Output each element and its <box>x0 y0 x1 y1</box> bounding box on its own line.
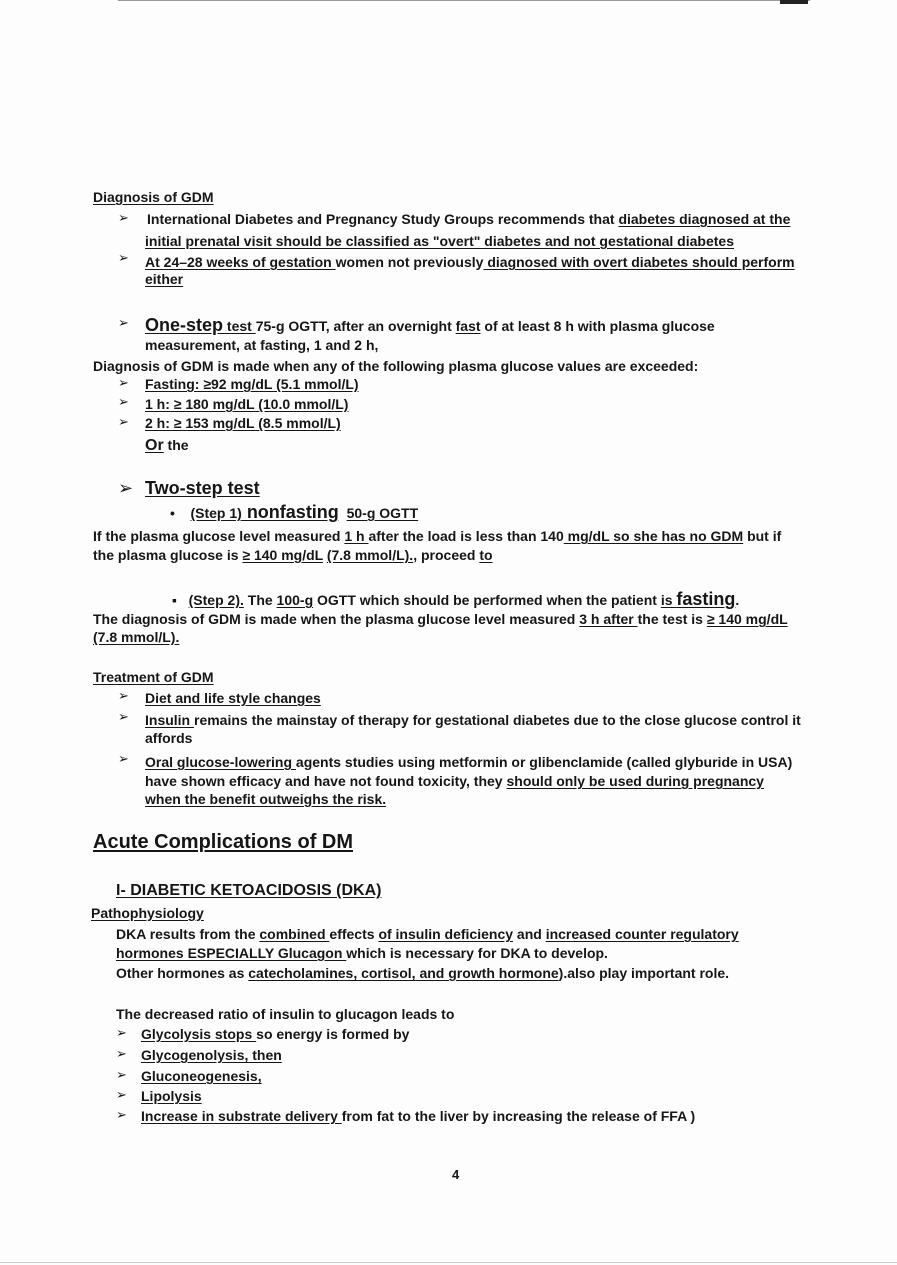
diag-value-2h: 2 h: ≥ 153 mg/dL (8.5 mmol/L) <box>145 415 341 431</box>
diag-bullet-3-line-1: One-step test 75-g OGTT, after an overnight fast of at least 8 h with plasma glucose <box>145 315 715 335</box>
arrow-bullet-icon: ➢ <box>118 375 129 390</box>
diag-bullet-2-line-2: either <box>145 271 184 287</box>
section-heading-acute-complications: Acute Complications of DM <box>93 831 354 853</box>
arrow-bullet-icon: ➢ <box>118 688 129 703</box>
arrow-bullet-icon: ➢ <box>118 414 129 429</box>
section-heading-treatment: Treatment of GDM <box>93 669 214 685</box>
arrow-bullet-icon: ➢ <box>116 1046 127 1061</box>
dka-para-line-3: Other hormones as catecholamines, cortisol, and growth hormone).also play important role. <box>116 965 730 981</box>
arrow-bullet-icon: ➢ <box>118 250 129 265</box>
ratio-item-gluconeogenesis: Gluconeogenesis, <box>141 1068 262 1084</box>
pathophysiology-heading: Pathophysiology <box>91 905 204 921</box>
top-rule <box>118 0 810 1</box>
arrow-bullet-icon: ➢ <box>118 394 129 409</box>
arrow-bullet-icon: ➢ <box>116 1087 127 1102</box>
page-number: 4 <box>452 1167 460 1182</box>
treat-item-oral-line-1: Oral glucose-lowering agents studies using metformin or glibenclamide (called glyburide in USA) <box>145 754 793 770</box>
two-step-para-line-2: the plasma glucose is ≥ 140 mg/dL (7.8 mmol/L)., proceed to <box>93 547 493 563</box>
diag-or-the: Or the <box>145 437 189 454</box>
ratio-item-substrate-delivery: Increase in substrate delivery from fat to the liver by increasing the release of FFA ) <box>141 1108 696 1124</box>
step1-line: • (Step 1) nonfasting 50-g OGTT <box>170 502 419 522</box>
ratio-intro: The decreased ratio of insulin to glucagon leads to <box>116 1006 455 1022</box>
ratio-item-glycogenolysis: Glycogenolysis, then <box>141 1047 282 1063</box>
arrow-bullet-icon: ➢ <box>118 210 129 225</box>
treat-item-diet: Diet and life style changes <box>145 690 321 706</box>
arrow-bullet-icon: ➢ <box>118 751 129 766</box>
diag-bullet-2-line-1: At 24–28 weeks of gestation women not previously diagnosed with overt diabetes should perform <box>145 254 795 270</box>
diagnosis-para-line-2: (7.8 mmol/L). <box>93 629 180 645</box>
arrow-bullet-icon: ➢ <box>116 1025 127 1040</box>
diagnosis-para-line-1: The diagnosis of GDM is made when the plasma glucose level measured 3 h after the test is ≥ 140 mg/dL <box>93 611 788 627</box>
two-step-para-line-1: If the plasma glucose level measured 1 h after the load is less than 140 mg/dL so she has no GDM but if <box>93 528 782 544</box>
arrow-bullet-icon: ➢ <box>118 709 129 724</box>
diag-bullet-1-line-2: initial prenatal visit should be classified as "overt" diabetes and not gestational diabetes <box>145 233 734 249</box>
dka-heading: I- DIABETIC KETOACIDOSIS (DKA) <box>116 882 382 899</box>
diag-value-1h: 1 h: ≥ 180 mg/dL (10.0 mmol/L) <box>145 396 349 412</box>
arrow-bullet-icon: ➢ <box>116 1107 127 1122</box>
diag-bullet-1-line-1: International Diabetes and Pregnancy Study Groups recommends that diabetes diagnosed at the <box>147 211 791 227</box>
treat-item-oral-line-3: when the benefit outweighs the risk. <box>145 791 387 807</box>
bottom-rule <box>0 1262 897 1263</box>
diag-criteria-intro: Diagnosis of GDM is made when any of the following plasma glucose values are exceeded: <box>93 358 699 374</box>
dka-para-line-2: hormones ESPECIALLY Glucagon which is necessary for DKA to develop. <box>116 945 608 961</box>
top-mark <box>780 0 808 4</box>
ratio-item-glycolysis: Glycolysis stops so energy is formed by <box>141 1026 410 1042</box>
diag-bullet-3-line-2: measurement, at fasting, 1 and 2 h, <box>145 337 379 353</box>
ratio-item-lipolysis: Lipolysis <box>141 1088 202 1104</box>
arrow-bullet-icon: ➢ <box>116 1067 127 1082</box>
two-step-heading: Two-step test <box>145 478 260 498</box>
treat-item-oral-line-2: have shown efficacy and have not found toxicity, they should only be used during pregnancy <box>145 773 764 789</box>
dka-para-line-1: DKA results from the combined effects of insulin deficiency and increased counter regulatory <box>116 926 739 942</box>
treat-item-insulin-line-1: Insulin remains the mainstay of therapy for gestational diabetes due to the close glucose control it <box>145 712 801 728</box>
step2-line: ▪ (Step 2). The 100-g OGTT which should be performed when the patient is fasting. <box>172 589 740 609</box>
arrow-bullet-icon: ➢ <box>118 478 134 498</box>
diag-value-fasting: Fasting: ≥92 mg/dL (5.1 mmol/L) <box>145 376 359 392</box>
treat-item-insulin-line-2: affords <box>145 730 193 746</box>
section-heading-diagnosis: Diagnosis of GDM <box>93 189 214 205</box>
arrow-bullet-icon: ➢ <box>118 315 129 330</box>
